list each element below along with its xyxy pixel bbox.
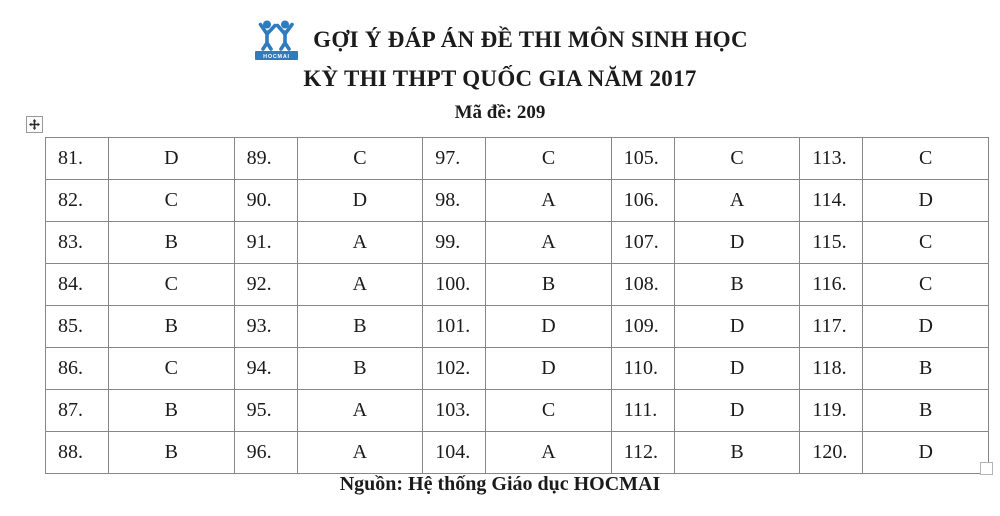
question-cell: 119. [800, 390, 863, 432]
question-cell: 86. [46, 348, 109, 390]
question-cell: 120. [800, 432, 863, 474]
answer-cell: A [486, 180, 612, 222]
answer-cell: C [863, 138, 989, 180]
answer-table [45, 137, 989, 474]
table-row [46, 306, 989, 348]
answer-cell: A [486, 432, 612, 474]
answer-cell: D [486, 348, 612, 390]
question-cell: 114. [800, 180, 863, 222]
question-cell: 107. [611, 222, 674, 264]
table-row [46, 138, 989, 180]
page-subtitle: KỲ THI THPT QUỐC GIA NĂM 2017 [303, 66, 697, 91]
table-row [46, 180, 989, 222]
question-cell: 97. [423, 138, 486, 180]
question-cell: 118. [800, 348, 863, 390]
exam-code: Mã đề: 209 [454, 102, 546, 123]
question-cell: 82. [46, 180, 109, 222]
table-row [46, 390, 989, 432]
answer-cell: B [109, 306, 235, 348]
question-cell: 99. [423, 222, 486, 264]
logo-text: HOCMAI [263, 54, 290, 60]
answer-cell: D [863, 180, 989, 222]
answer-cell: A [297, 432, 423, 474]
question-cell: 101. [423, 306, 486, 348]
question-cell: 115. [800, 222, 863, 264]
answer-cell: D [863, 432, 989, 474]
answer-cell: C [486, 138, 612, 180]
table-row [46, 264, 989, 306]
answer-cell: B [297, 348, 423, 390]
table-row [46, 222, 989, 264]
answer-cell: B [109, 390, 235, 432]
question-cell: 110. [611, 348, 674, 390]
question-cell: 100. [423, 264, 486, 306]
move-arrows-icon [29, 119, 40, 130]
answer-cell: B [863, 390, 989, 432]
question-cell: 109. [611, 306, 674, 348]
question-cell: 92. [234, 264, 297, 306]
question-cell: 91. [234, 222, 297, 264]
answer-cell: B [297, 306, 423, 348]
answer-cell: A [486, 222, 612, 264]
question-cell: 102. [423, 348, 486, 390]
question-cell: 116. [800, 264, 863, 306]
answer-cell: A [674, 180, 800, 222]
answer-cell: C [863, 264, 989, 306]
answer-cell: D [674, 222, 800, 264]
question-cell: 113. [800, 138, 863, 180]
page-title: GỢI Ý ĐÁP ÁN ĐỀ THI MÔN SINH HỌC [313, 27, 748, 52]
question-cell: 88. [46, 432, 109, 474]
question-cell: 112. [611, 432, 674, 474]
answer-cell: A [297, 264, 423, 306]
question-cell: 94. [234, 348, 297, 390]
question-cell: 98. [423, 180, 486, 222]
question-cell: 106. [611, 180, 674, 222]
question-cell: 93. [234, 306, 297, 348]
answer-cell: D [109, 138, 235, 180]
question-cell: 87. [46, 390, 109, 432]
answer-cell: C [109, 180, 235, 222]
answer-cell: C [109, 264, 235, 306]
answer-cell: D [863, 306, 989, 348]
answer-cell: B [674, 264, 800, 306]
answer-cell: D [674, 390, 800, 432]
answer-cell: D [486, 306, 612, 348]
document-header [0, 0, 1000, 126]
question-cell: 105. [611, 138, 674, 180]
answer-cell: B [674, 432, 800, 474]
hocmai-logo-icon [252, 19, 304, 61]
question-cell: 117. [800, 306, 863, 348]
question-cell: 81. [46, 138, 109, 180]
table-row [46, 432, 989, 474]
question-cell: 84. [46, 264, 109, 306]
answer-cell: B [863, 348, 989, 390]
answer-cell: C [863, 222, 989, 264]
question-cell: 111. [611, 390, 674, 432]
question-cell: 103. [423, 390, 486, 432]
answer-cell: D [297, 180, 423, 222]
question-cell: 85. [46, 306, 109, 348]
question-cell: 108. [611, 264, 674, 306]
table-row [46, 348, 989, 390]
question-cell: 83. [46, 222, 109, 264]
title-row [0, 18, 1000, 62]
question-cell: 104. [423, 432, 486, 474]
answer-cell: B [486, 264, 612, 306]
answer-cell: C [297, 138, 423, 180]
answer-cell: B [109, 432, 235, 474]
question-cell: 96. [234, 432, 297, 474]
answer-cell: C [486, 390, 612, 432]
table-move-handle[interactable] [26, 116, 43, 133]
answer-cell: C [674, 138, 800, 180]
question-cell: 90. [234, 180, 297, 222]
answer-cell: A [297, 390, 423, 432]
source-line: Nguồn: Hệ thống Giáo dục HOCMAI [339, 473, 661, 495]
answer-cell: D [674, 306, 800, 348]
answer-cell: C [109, 348, 235, 390]
answer-cell: A [297, 222, 423, 264]
question-cell: 89. [234, 138, 297, 180]
answer-cell: D [674, 348, 800, 390]
answer-cell: B [109, 222, 235, 264]
question-cell: 95. [234, 390, 297, 432]
